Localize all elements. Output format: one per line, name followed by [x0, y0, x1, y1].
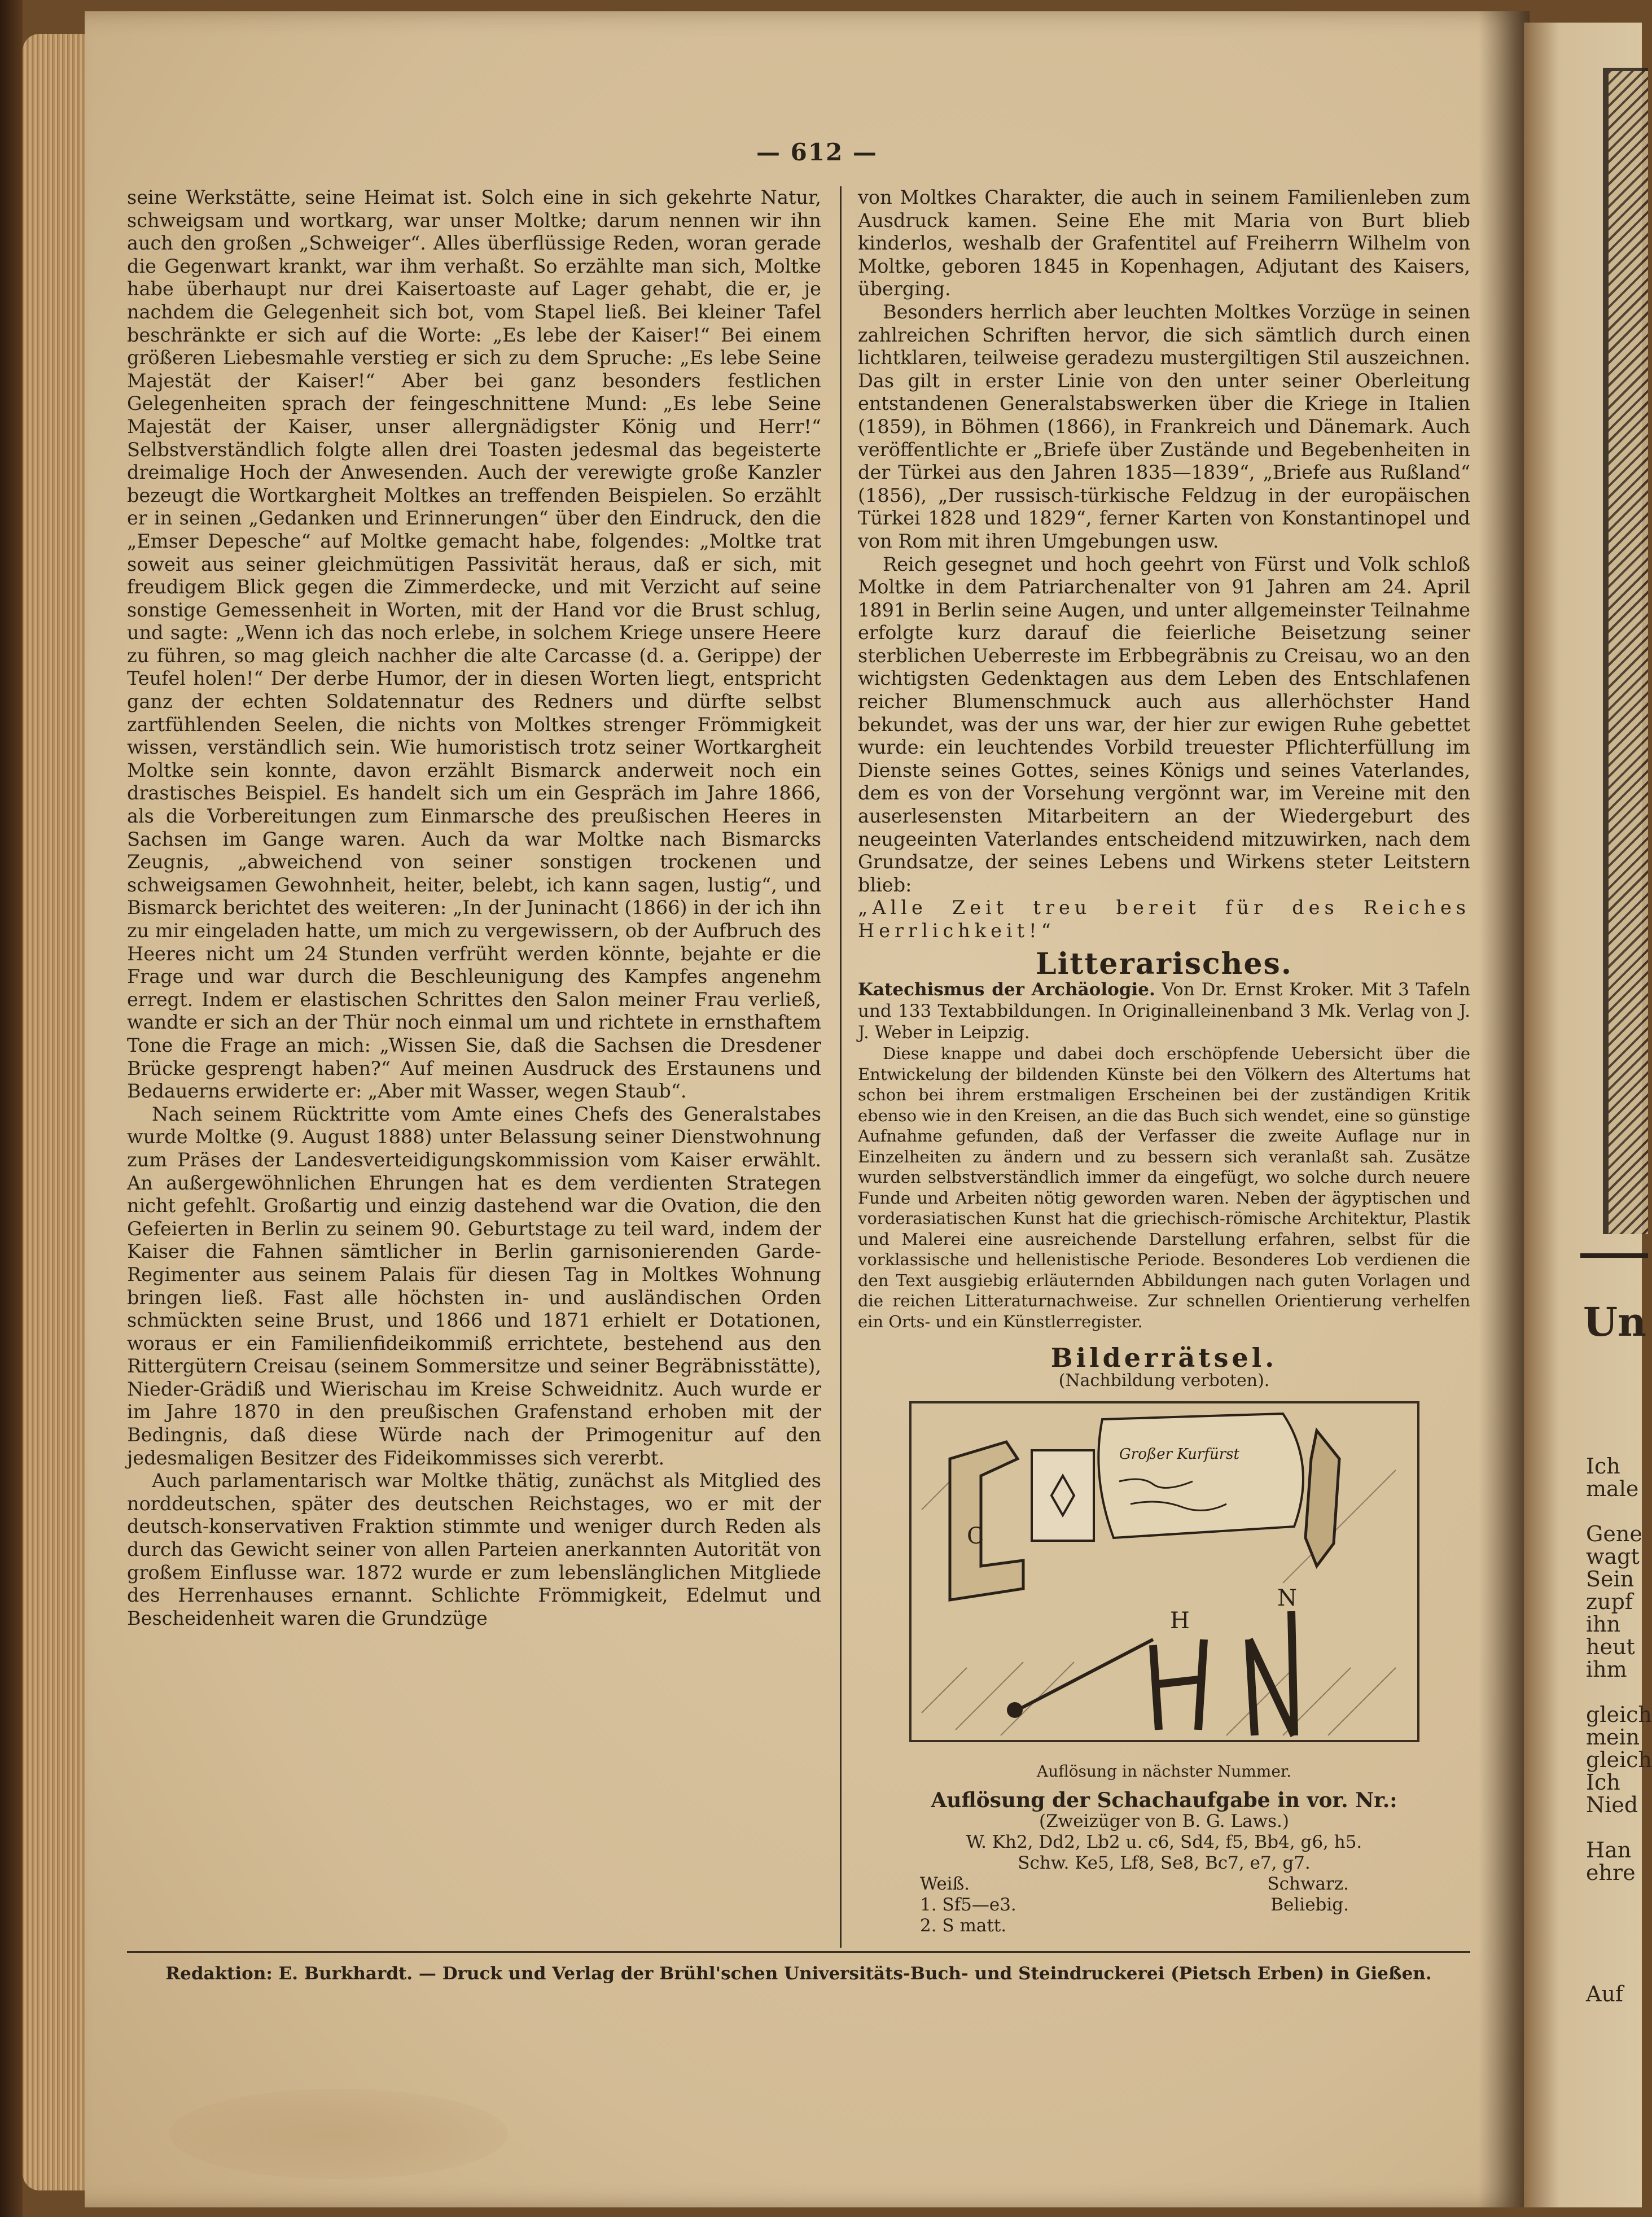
imprint-footer: Redaktion: E. Burkhardt. — Druck und Verlag der Brühl'schen Universitäts-Buch- und Steindruckerei (Pietsch Erben) in Gießen. — [165, 1964, 1432, 1984]
column-divider — [840, 186, 842, 1948]
next-page-line: gleich — [1586, 1702, 1652, 1727]
puzzle-note: (Nachbildung verboten). — [1058, 1370, 1270, 1390]
paper-stain — [169, 2089, 508, 2179]
paragraph-parlament: Auch parlamentarisch war Moltke thätig, zunächst als Mitglied des norddeutschen, später des deutschen Reichstages, wo er mit der deutsch-konservativen Fraktion stimmte und weniger durch Reden als durch das Gewicht seiner von allen Parteien anerkannten Autorität von großem Einflusse war. 1872 wurde er zum lebenslänglichen Mitgliede des Herrenhauses ernannt. Schlichte Frömmigkeit, Edelmut und Bescheidenheit waren die Grundzüge — [127, 1470, 821, 1629]
paragraph-wortkargheit: seine Werkstätte, seine Heimat ist. Solch eine in sich gekehrte Natur, schweigsam und wortkarg, war unser Moltke; darum nennen wir ihn auch den großen „Schweiger“. Alles überflüssige Reden, woran gerade die Gegenwart krankt, war ihm verhaßt. So erzählte man sich, Moltke habe überhaupt nur drei Kaisertoaste auf Lager gehabt, die er, je nachdem die Gelegenheit sich bot, vom Stapel ließ. Bei kleiner Tafel beschränkte er sich auf die Worte: „Es lebe der Kaiser!“ Bei einem größeren Liebesmahle verstieg er sich zu dem Spruche: „Es lebe Seine Majestät der Kaiser!“ Aber bei ganz besonders festlichen Gelegenheiten sprach der feingeschnittene Mund: „Es lebe Seine Majestät der Kaiser, unser allergnädigster König und Herr!“ Selbstverständlich folgte allen drei Toasten jedesmal das begeisterte dreimalige Hoch der Anwesenden. Auch der verewigte große Kanzler bezeugt die Wortkargheit Moltkes an treffenden Beispielen. So erzählt er in seinen „Gedanken und Erinnerungen“ über den Eindruck, den die „Emser Depesche“ auf Moltke gemacht habe, folgendes: „Moltke trat soweit aus seiner gleichmütigen Passivität heraus, daß er sich, mit freudigem Blick gegen die Zimmerdecke, und mit Verzicht auf seine sonstige Gemessenheit in Worten, mit der Hand vor die Brust schlug, und sagte: „Wenn ich das noch erlebe, in solchem Kriege unsere Heere zu führen, so mag gleich nachher die alte Carcasse (d. a. Gerippe) der Teufel holen!“ Der derbe Humor, der in diesen Worten liegt, entspricht ganz der echten Soldatennatur des Redners und dürfte selbst zartfühlenden Seelen, die nichts von Moltkes strenger Frömmigkeit wissen, verständlich sein. Wie humoristisch trotz seiner Wortkargheit Moltke sein konnte, davon erzählt Bismarck anderweit noch ein drastisches Beispiel. Es handelt sich um ein Gespräch im Jahre 1866, als die Vorbereitungen zum Einmarsche des preußischen Heeres in Sachsen im Gange waren. Auch da war Moltke nach Bismarcks Zeugnis, „abweichend von seiner sonstigen trockenen und schweigsamen Gewohnheit, heiter, belebt, ich kann sagen, lustig“, und Bismarck berichtet des weiteren: „In der Juninacht (1866) in der ich ihn zu mir eingeladen hatte, um mich zu vergewissern, ob der Aufbruch des Heeres nicht um 24 Stunden verfrüht werden könnte, bejahte er die Frage und war durch die Beschleunigung des Kampfes angenehm erregt. Indem er elastischen Schrittes den Salon meiner Frau verließ, wandte er sich an der Thür noch einmal um und richtete in ernsthaftem Tone die Frage an mich: „Wissen Sie, daß die Sachsen die Dresdener Brücke gesprengt haben?“ Auf meinen Ausdruck des Erstaunens und Bedauerns erwiderte er: „Aber mit Wasser, wegen Staub“. — [127, 186, 821, 1103]
chess-black-pieces: Schw. Ke5, Lf8, Se8, Bc7, e7, g7. — [1018, 1852, 1311, 1873]
chess-move-white: 1. Sf5—e3. — [920, 1894, 1016, 1915]
next-page-line: Ich — [1586, 1770, 1620, 1795]
rebus-letter-h-label: H — [1169, 1608, 1190, 1634]
footer-rule — [127, 1951, 1470, 1953]
chess-move-row — [920, 1895, 1349, 1916]
rebus-parchment-scroll — [1098, 1414, 1303, 1538]
paragraph-schriften: Besonders herrlich aber leuchten Moltkes Vorzüge in seinen zahlreichen Schriften hervor, die sich sämtlich durch einen lichtklaren, teilweise geradezu mustergiltigen Stil auszeichnen. Das gilt in erster Linie von den unter seiner Oberleitung entstandenen Generalstabswerken über die Kriege in Italien (1859), in Böhmen (1866), in Frankreich und Dänemark. Auch veröffentlichte er „Briefe über Zustände und Begebenheiten in der Türkei aus den Jahren 1835—1839“, „Briefe aus Rußland“ (1856), „Der russisch-türkische Feldzug in der europäischen Türkei 1828 und 1829“, ferner Karten von Konstantinopel und von Rom mit ihren Umgebungen usw. — [858, 300, 1470, 552]
next-page-line: Nied — [1586, 1792, 1638, 1817]
paragraph-charakter: von Moltkes Charakter, die auch in seinem Familienleben zum Ausdruck kamen. Seine Ehe mit Maria von Burt blieb kinderlos, weshalb der Grafentitel auf Freiherrn Wilhelm von Moltke, geboren 1845 in Kopenhagen, Adjutant des Kaisers, überging. — [858, 186, 1470, 300]
chess-move-black: Beliebig. — [1270, 1894, 1349, 1915]
next-page-line: Han — [1586, 1838, 1632, 1862]
page-edge-stack — [23, 34, 90, 2190]
next-page-line: Ich — [1586, 1454, 1620, 1479]
next-page-line: zupf — [1586, 1589, 1633, 1614]
chess-white-pieces: W. Kh2, Dd2, Lb2 u. c6, Sd4, f5, Bb4, g6, h5. — [966, 1831, 1362, 1852]
book-spine — [0, 0, 23, 2217]
next-page-heading: Un — [1583, 1298, 1646, 1345]
next-page-line: Gene — [1586, 1521, 1642, 1546]
chess-move-row — [920, 1916, 1349, 1936]
next-page-sliver — [1524, 23, 1652, 2207]
chess-solution — [858, 1790, 1470, 1936]
next-page-rule — [1580, 1253, 1648, 1258]
next-page-illustration — [1603, 68, 1648, 1234]
book-details: Von Dr. Ernst Kroker. Mit 3 Tafeln und 133 Textabbildungen. In Originalleinenband 3 Mk. Verlag von J. J. Weber in Leipzig. — [858, 979, 1470, 1043]
literature-heading: Litterarisches. — [1036, 946, 1292, 981]
chess-heading: Auflösung der Schachaufgabe in vor. Nr.: — [931, 1788, 1397, 1812]
book-review: Diese knappe und dabei doch erschöpfende Uebersicht über die Entwickelung der bildenden Künste bei den Völkern des Altertums hat schon bei ihrem erstmaligen Erscheinen bei der zuständigen Kritik ebenso wie in den Kreisen, an die das Buch sich wendet, eine so günstige Aufnahme gefunden, daß der Verfasser die zweite Auflage nur in Einzelheiten zu ändern und zu bessern sich veranlaßt sah. Zusätze wurden selbstverständlich immer da eingefügt, wo solche durch neuere Funde und Arbeiten nötig geworden waren. Neben der ägyptischen und vorderasiatischen Kunst hat die griechisch-römische Architektur, Plastik und Malerei eine ausreichende Darstellung erfahren, selbst für die vorklassische und hellenistische Periode. Besonderes Lob verdienen die den Text ausgiebig erläuternden Abbildungen nach guten Vorlagen und die reichen Litteraturnachweise. Zur schnellen Orientierung verhelfen ein Orts- und ein Künstlerregister. — [858, 1044, 1470, 1331]
puzzle-caption: Auflösung in nächster Nummer. — [1036, 1762, 1292, 1781]
chess-subtitle: (Zweizüger von B. G. Laws.) — [1039, 1811, 1289, 1831]
book-entry — [858, 979, 1470, 1043]
puzzle-title: Bilderrätsel. — [1050, 1343, 1278, 1374]
chess-col-white: Weiß. — [920, 1873, 970, 1894]
motto: „Alle Zeit treu bereit für des Reiches Herrlichkeit!“ — [858, 897, 1470, 942]
chess-move-white: 2. S matt. — [920, 1915, 1007, 1936]
rebus-letter-c-label: C — [966, 1523, 984, 1550]
paragraph-tod: Reich gesegnet und hoch geehrt von Fürst und Volk schloß Moltke in dem Patriarchenalter von 91 Jahren am 24. April 1891 in Berlin seine Augen, und unter allgemeinster Teilnahme erfolgte kurz darauf die feierliche Beisetzung seiner sterblichen Ueberreste im Erbbegräbnis zu Creisau, wo an den wichtigsten Gedenktagen aus dem Leben des Entschlafenen reicher Blumenschmuck auch aus allerhöchster Hand bekundet, was der uns war, der hier zur ewigen Ruhe gebettet wurde: ein leuchtendes Vorbild treuester Pflichterfüllung im Dienste seines Gottes, seines Königs und seines Vaterlandes, dem es von der Vorsehung vergönnt war, im Vereine mit den auserlesensten Mitarbeitern an der Wiedergeburt des neugeeinten Vaterlandes entscheidend mitzuwirken, nach dem Grundsatze, der seines Lebens und Wirkens steter Leitstern blieb: — [858, 553, 1470, 896]
rebus-playing-card — [1032, 1450, 1094, 1541]
rebus-spear-tip — [1007, 1702, 1023, 1718]
rebus-letter-n-label: N — [1277, 1585, 1297, 1612]
right-column — [858, 186, 1470, 1936]
rebus-scroll-text: Großer Kurfürst — [1119, 1446, 1239, 1463]
next-page-line: male — [1586, 1476, 1639, 1501]
book-title: Katechismus der Archäologie. — [858, 979, 1155, 1000]
paragraph-ehrungen: Nach seinem Rücktritte vom Amte eines Chefs des Generalstabes wurde Moltke (9. August 1888) unter Belassung seiner Dienstwohnung zum Präses der Landesverteidigungskommission vom Kaiser erwählt. An außergewöhnlichen Ehrungen hat es dem verdienten Strategen nicht gefehlt. Großartig und einzig dastehend war die Ovation, die den Gefeierten in Berlin zu seinem 90. Geburtstage zu teil ward, indem der Kaiser die Fahnen sämtlicher in Berlin garnisonierenden Garde-Regimenter aus seinem Palais für diesen Tag in Moltkes Wohnung bringen ließ. Fast alle höchsten in- und ausländischen Orden schmückten seine Brust, und 1866 und 1871 erhielt er Dotationen, woraus er ein Familienfideikommiß errichtete, bestehend aus den Rittergütern Creisau (seinem Sommersitze und seiner Begräbnisstätte), Nieder-Grädiß und Wierischau im Kreise Schweidnitz. Auch wurde er im Jahre 1870 in den preußischen Grafenstand erhoben mit der Bedingnis, daß diese Würde nach der Primogenitur auf den jedesmaligen Besitzer des Fideikommisses sich vererbt. — [127, 1103, 821, 1469]
chess-col-black: Schwarz. — [1267, 1873, 1349, 1894]
left-column — [127, 186, 821, 1630]
next-page-line: ihm — [1586, 1657, 1627, 1682]
chess-moves-header — [920, 1874, 1349, 1895]
rebus-illustration — [888, 1397, 1441, 1758]
chess-moves — [920, 1874, 1349, 1936]
gutter-shadow — [1479, 11, 1530, 2207]
next-page-line: ehre — [1586, 1860, 1636, 1885]
next-page-line: gleich — [1586, 1747, 1652, 1772]
next-page-line: Auf — [1586, 1982, 1623, 2006]
next-page-line: mein — [1586, 1725, 1640, 1750]
next-page-line: Sein — [1586, 1567, 1635, 1591]
next-page-line: ihn — [1586, 1612, 1621, 1637]
next-page-line: heut — [1586, 1634, 1635, 1659]
page-number: — 612 — — [756, 138, 878, 166]
next-page-line: wagt — [1586, 1544, 1640, 1569]
